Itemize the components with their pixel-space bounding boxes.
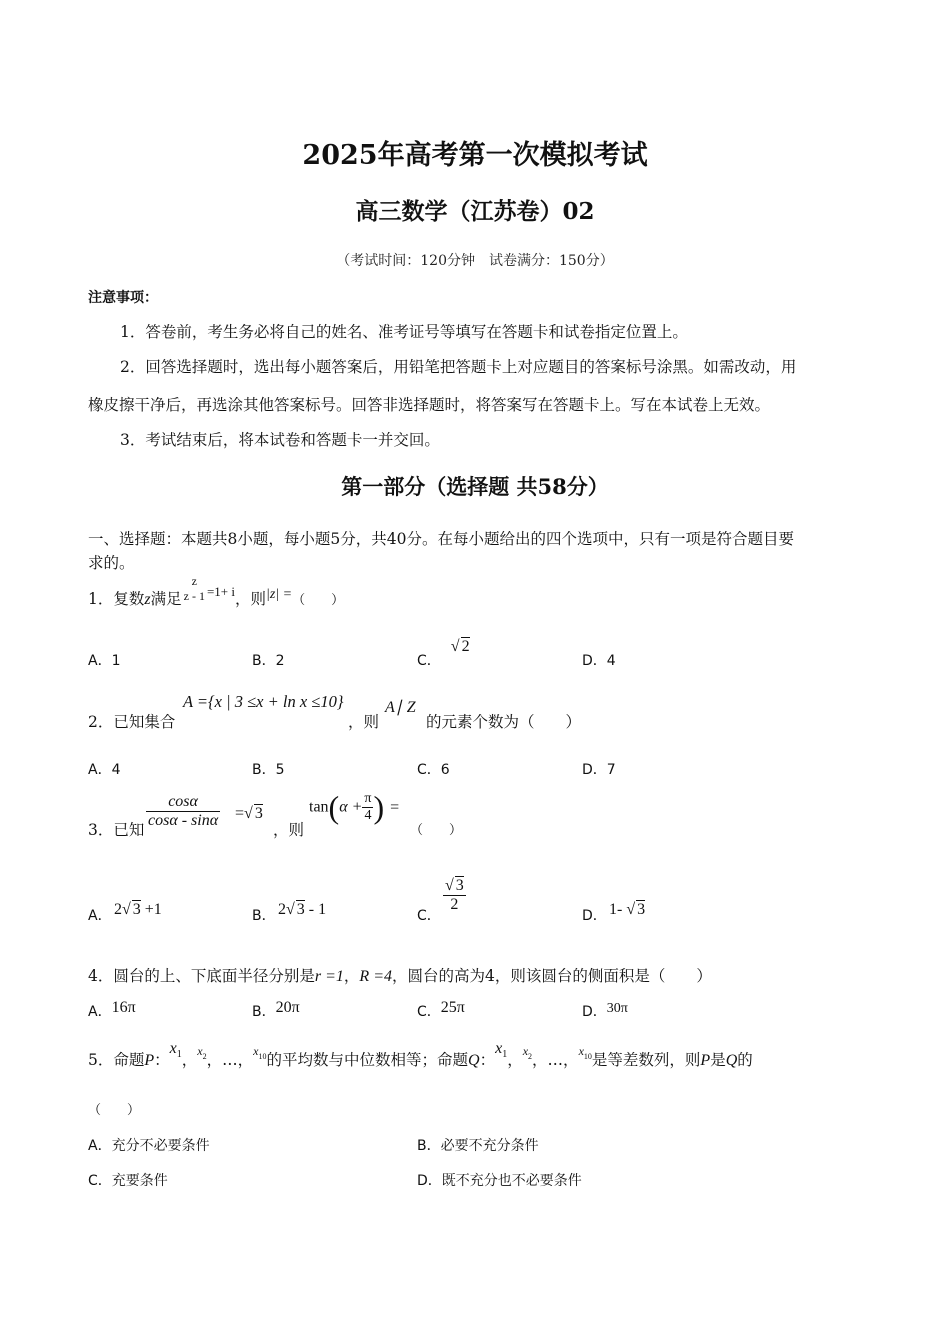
q4-option-a: [88, 1001, 136, 1021]
q1-var: z: [144, 591, 151, 608]
q1-option-b: B．2: [252, 653, 285, 669]
q5-comma-3: ，: [507, 1051, 523, 1069]
q5-q-x1-x: x: [495, 1040, 503, 1057]
q3-d-pre: 1-: [609, 901, 627, 918]
q3-pi: π: [364, 791, 372, 806]
q3-tan: tan: [309, 798, 329, 816]
q3-blank: （ ）: [410, 823, 463, 838]
q3-four: 4: [364, 808, 372, 823]
q3-eq2: =: [390, 798, 400, 816]
q4-option-d: [582, 1001, 628, 1021]
q5-option-b: B．必要不充分条件: [417, 1138, 539, 1154]
q2-expr: A∣ Z: [385, 699, 416, 716]
q1-after: ，则: [234, 590, 266, 608]
q3-tan-expr: [309, 789, 399, 826]
q3-option-c-math: [443, 876, 466, 914]
q2-option-c: C．6: [417, 762, 450, 778]
section-title: 第一部分（选择题 共58分）: [341, 474, 609, 499]
q3-b-root: 3: [296, 901, 305, 918]
q1-fraction: [182, 574, 207, 604]
q3-c-root: 3: [455, 877, 464, 894]
q5-colon-2: ：: [479, 1051, 496, 1069]
q3-fraction: [146, 793, 220, 830]
question-5: [88, 1040, 753, 1072]
q5-q-x2: [522, 1044, 533, 1061]
q3-option-b-math: 2√ 3 - 1: [278, 901, 327, 918]
q3-option-d-label: D．: [582, 908, 607, 924]
q4-c-label: C．: [417, 1004, 441, 1020]
q3-a-root: 3: [132, 901, 141, 918]
q4-c-val: 25π: [440, 999, 465, 1016]
q2-set-expr: A ={x | 3 ≤x + ln x ≤10}: [183, 692, 344, 711]
q3-c-num: √ 3: [445, 877, 464, 894]
q3-option-a-math: 2√ 3 +1: [114, 901, 162, 918]
q1-eq: =1+ i: [206, 584, 235, 599]
q5-q-x10: [578, 1044, 592, 1061]
q5-q-x2-sub: 2: [528, 1052, 533, 1061]
q1-blank: （ ）: [292, 593, 345, 608]
q3-frac-den: cosα - sinα: [148, 812, 219, 829]
q2-prefix: 2．已知集合: [88, 713, 176, 731]
q5-tail-a: 是等差数列，则: [591, 1051, 701, 1069]
q5-dots: …，: [222, 1051, 254, 1069]
q3-option-c-label: C．: [417, 908, 441, 924]
q5-q-x1: [495, 1040, 508, 1060]
q2-tail: 的元素个数为（ ）: [426, 713, 582, 731]
q5-x10: [253, 1044, 267, 1061]
question-4: [88, 964, 712, 986]
q4-r: r =1: [314, 968, 344, 985]
q4-b-label: B．: [252, 1004, 276, 1020]
q3-frac: [146, 793, 220, 830]
q5-x1: [169, 1040, 182, 1060]
q3-b-post: - 1: [304, 901, 327, 918]
q1-prefix: 1．复数: [88, 590, 145, 608]
q5-x2: [197, 1044, 207, 1061]
q3-eq: =√ 3: [235, 805, 263, 822]
q5-P: P: [144, 1052, 155, 1069]
q5-Q-2: Q: [725, 1052, 738, 1069]
note-item-2: 2．回答选择题时，选出每小题答案后，用铅笔把答题卡上对应题目的答案标号涂黑。如需改动，用: [120, 358, 797, 376]
q3-frac-num: cosα: [146, 793, 220, 812]
q2-option-d: D．7: [582, 762, 616, 778]
q5-dots-2: …，: [547, 1051, 579, 1069]
q5-x1-sub: 1: [176, 1049, 182, 1060]
q3-option-b-label: B．: [252, 908, 276, 924]
note-item-3: 3．考试结束后，将本试卷和答题卡一并交回。: [120, 431, 440, 449]
q1-option-c-math: √ 2: [450, 638, 470, 655]
notes-heading: 注意事项：: [88, 290, 158, 306]
q1-option-c-label: C．: [417, 653, 441, 669]
q1-frac-num: z: [191, 574, 197, 588]
q1-mid: 满足: [150, 590, 182, 608]
section-intro-2: 求的。: [88, 554, 135, 572]
q3-c-frac: [443, 876, 466, 914]
q5-x2-x: x: [197, 1044, 203, 1058]
q5-q-x1-sub: 1: [502, 1049, 508, 1060]
q5-x2-sub: 2: [202, 1052, 207, 1061]
q4-d-val: 30π: [606, 1001, 628, 1016]
q5-P-2: P: [700, 1052, 711, 1069]
q2-after: ，则: [348, 713, 380, 731]
q4-d-label: D．: [582, 1004, 607, 1020]
q4-text-b: ，圆台的高为4，则该圆台的侧面积是（ ）: [392, 967, 712, 985]
q5-x1-x: x: [169, 1040, 177, 1057]
q1-abs: |z| =: [266, 587, 293, 602]
section-intro-1: 一、选择题：本题共8小题，每小题5分，共40分。在每小题给出的四个选项中，只有一项是符合题目要: [88, 530, 794, 548]
q5-comma-4: ，: [532, 1051, 548, 1069]
q3-rhs: 3: [254, 805, 263, 822]
question-2: [88, 710, 175, 732]
q5-shi: 是: [710, 1051, 726, 1069]
q3-after: ，则: [273, 821, 305, 839]
q3-pi-frac: [362, 791, 373, 824]
q2-option-b: B．5: [252, 762, 285, 778]
q3-alpha-plus: α +: [339, 798, 363, 816]
q5-blank: （ ）: [88, 1103, 141, 1118]
note-item-2-cont: 橡皮擦干净后，再选涂其他答案标号。回答非选择题时，将答案写在答题卡上。写在本试卷上无效。: [88, 396, 771, 414]
exam-title: 2025年高考第一次模拟考试: [302, 140, 648, 171]
q3-b-pre: 2: [278, 901, 286, 918]
q2-option-a: A．4: [88, 762, 121, 778]
note-item-1: 1．答卷前，考生务必将自己的姓名、准考证号等填写在答题卡和试卷指定位置上。: [120, 323, 688, 341]
q3-rparen: ): [373, 789, 385, 825]
q5-prefix: 5．命题: [88, 1051, 145, 1069]
q4-sep: ，: [343, 967, 360, 985]
q4-option-c: [417, 1001, 465, 1021]
q5-colon: ：: [154, 1051, 170, 1069]
q5-option-d: D．既不充分也不必要条件: [417, 1173, 582, 1189]
q3-eq-sign: =: [235, 805, 245, 822]
q3-d-root: 3: [637, 901, 646, 918]
q4-b-val: 20π: [275, 999, 300, 1016]
q3-lparen: (: [328, 789, 340, 825]
q3-c-den: 2: [450, 896, 459, 913]
q1-option-a: A．1: [88, 653, 121, 669]
q3-a-pre: 2: [114, 901, 122, 918]
q3-option-d-math: 1- √ 3: [609, 901, 646, 918]
q4-a-label: A．: [88, 1004, 112, 1020]
q5-comma-2: ，: [206, 1051, 223, 1069]
q5-q-x10-x: x: [578, 1044, 584, 1058]
question-1: [88, 574, 344, 609]
q1-option-c-root: 2: [461, 638, 470, 655]
q5-q-x2-x: x: [522, 1044, 529, 1058]
q3-option-a-label: A．: [88, 908, 112, 924]
q5-de: 的: [737, 1051, 753, 1069]
q5-x10-x: x: [253, 1044, 259, 1058]
q4-a-val: 16π: [111, 999, 136, 1016]
q3-a-post: +1: [140, 901, 162, 918]
q4-R: R =4: [359, 968, 392, 985]
q5-mid: 的平均数与中位数相等；命题: [266, 1051, 468, 1069]
q4-text-a: 4．圆台的上、下底面半径分别是: [88, 967, 315, 985]
q5-option-c: C．充要条件: [88, 1173, 168, 1189]
q5-Q: Q: [468, 1052, 480, 1069]
q1-frac-den: z - 1: [183, 589, 205, 603]
q1-option-c: [417, 638, 470, 670]
q1-option-d: D．4: [582, 653, 616, 669]
q5-q-x10-sub: 10: [583, 1052, 592, 1061]
q5-x10-sub: 10: [258, 1052, 267, 1061]
q4-option-b: [252, 1001, 300, 1021]
q5-option-a: A．充分不必要条件: [88, 1138, 210, 1154]
q3-prefix: 3．已知: [88, 821, 145, 839]
exam-info: （考试时间：120分钟 试卷满分：150分）: [336, 253, 614, 269]
exam-subtitle: 高三数学（江苏卷）02: [355, 198, 595, 225]
q5-comma-1: ，: [181, 1051, 198, 1069]
